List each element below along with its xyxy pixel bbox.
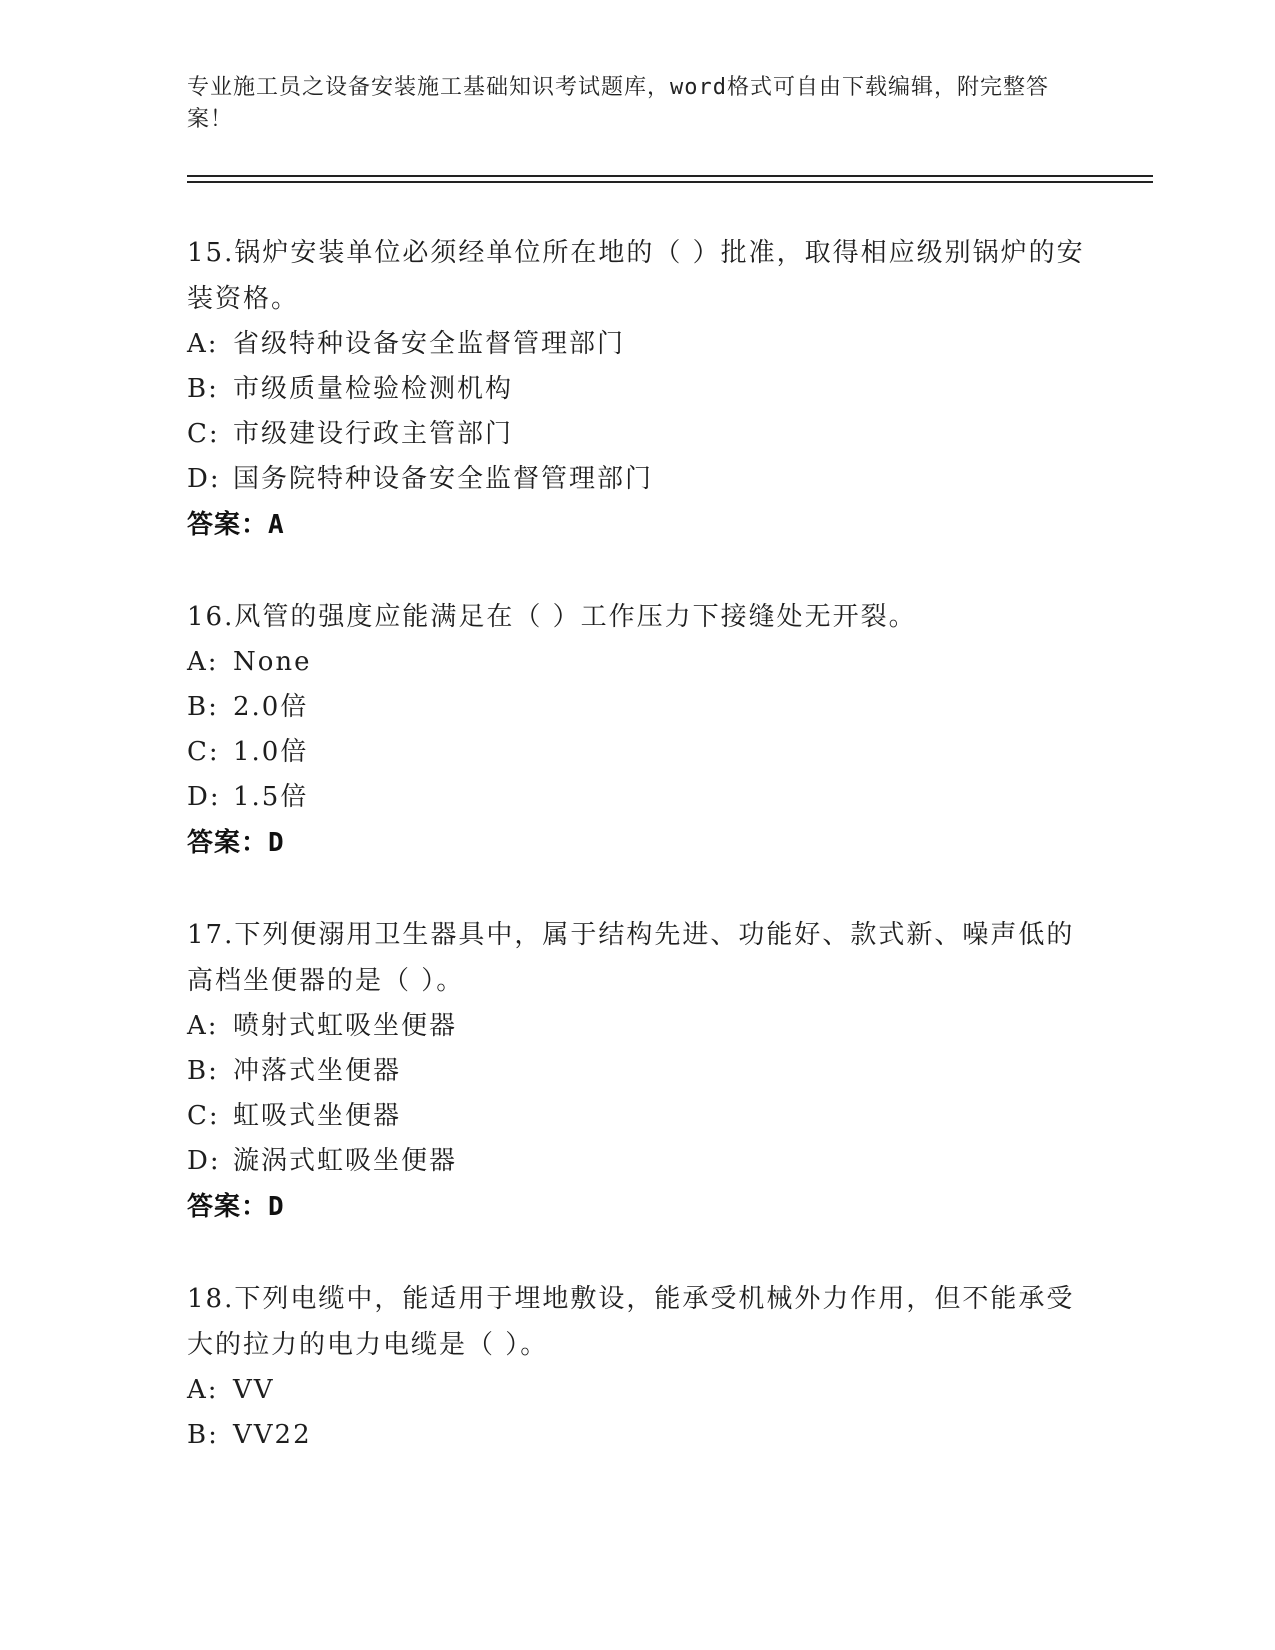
option-letter: A: [187, 647, 219, 677]
document-header [187, 72, 1067, 136]
header-divider-bottom [187, 181, 1153, 183]
question-stem: 17.下列便溺用卫生器具中，属于结构先进、功能好、款式新、噪声低的高档坐便器的是（ ）。 [187, 920, 1075, 996]
option-letter: D: [187, 464, 221, 494]
option-text: 1.5倍 [233, 782, 309, 812]
answer-line: 答案：D [187, 1192, 285, 1222]
question-stem: 16.风管的强度应能满足在（ ）工作压力下接缝处无开裂。 [187, 602, 917, 632]
option-text: 市级建设行政主管部门 [233, 419, 514, 449]
question-16 [187, 594, 1087, 866]
option-a [187, 322, 1087, 367]
option-text: 2.0倍 [233, 692, 309, 722]
option-letter: B: [187, 374, 219, 404]
option-text: 漩涡式虹吸坐便器 [233, 1146, 458, 1176]
option-c [187, 1094, 1087, 1139]
option-text: None [233, 647, 312, 677]
answer-line: 答案：A [187, 510, 285, 540]
option-text: 喷射式虹吸坐便器 [233, 1011, 458, 1041]
option-letter: D: [187, 782, 221, 812]
option-text: 1.0倍 [233, 737, 309, 767]
option-letter: C: [187, 419, 220, 449]
option-a [187, 1004, 1087, 1049]
option-letter: C: [187, 1101, 220, 1131]
question-stem: 18.下列电缆中，能适用于埋地敷设，能承受机械外力作用，但不能承受大的拉力的电力电缆是（ ）。 [187, 1284, 1075, 1360]
option-text: VV22 [233, 1420, 312, 1450]
header-intro-text: 专业施工员之设备安装施工基础知识考试题库，word格式可自由下载编辑，附完整答案！ [187, 75, 1049, 132]
option-letter: A: [187, 329, 219, 359]
option-text: 冲落式坐便器 [233, 1056, 402, 1086]
option-b [187, 367, 1087, 412]
option-text: 国务院特种设备安全监督管理部门 [233, 464, 654, 494]
option-letter: B: [187, 692, 219, 722]
question-list [187, 230, 1087, 1504]
option-letter: A: [187, 1375, 219, 1405]
option-letter: A: [187, 1011, 219, 1041]
option-letter: B: [187, 1420, 219, 1450]
option-b [187, 685, 1087, 730]
option-letter: B: [187, 1056, 219, 1086]
option-d [187, 775, 1087, 820]
answer-line: 答案：D [187, 828, 285, 858]
option-a [187, 640, 1087, 685]
option-text: 市级质量检验检测机构 [233, 374, 514, 404]
question-17 [187, 912, 1087, 1230]
question-15 [187, 230, 1087, 548]
option-b [187, 1049, 1087, 1094]
question-18 [187, 1276, 1087, 1458]
option-letter: C: [187, 737, 220, 767]
option-a [187, 1368, 1087, 1413]
option-b [187, 1413, 1087, 1458]
header-divider-top [187, 175, 1153, 177]
option-letter: D: [187, 1146, 221, 1176]
option-d [187, 1139, 1087, 1184]
option-c [187, 412, 1087, 457]
option-d [187, 457, 1087, 502]
option-text: VV [233, 1375, 275, 1405]
option-c [187, 730, 1087, 775]
question-stem: 15.锅炉安装单位必须经单位所在地的（ ）批准，取得相应级别锅炉的安装资格。 [187, 238, 1085, 314]
option-text: 省级特种设备安全监督管理部门 [233, 329, 626, 359]
option-text: 虹吸式坐便器 [233, 1101, 402, 1131]
